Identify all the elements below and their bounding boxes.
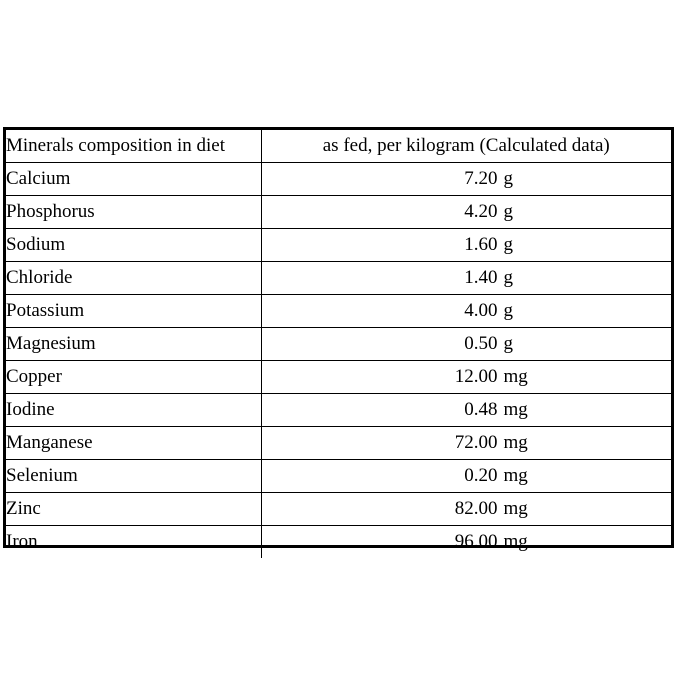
table-row: [6, 229, 671, 262]
mineral-amount-cell: [261, 361, 671, 394]
mineral-amount-cell: [261, 295, 671, 328]
mineral-amount: [437, 169, 532, 189]
mineral-name: Phosphorus: [6, 196, 261, 229]
mineral-amount-cell: [261, 262, 671, 295]
minerals-table-frame: [3, 127, 674, 552]
header-mineral: Minerals composition in diet: [6, 130, 261, 163]
amount-value: 1.40: [464, 267, 498, 288]
mineral-name: Sodium: [6, 229, 261, 262]
amount-value: 82.00: [454, 498, 498, 519]
amount-unit: g: [503, 201, 513, 222]
mineral-amount-cell: [261, 493, 671, 526]
mineral-amount-cell: [261, 163, 671, 196]
amount-value: 0.20: [464, 465, 498, 486]
amount-value: 4.20: [464, 201, 498, 222]
mineral-amount: [437, 202, 532, 222]
mineral-amount-cell: [261, 328, 671, 361]
table-row: [6, 526, 671, 559]
mineral-name: Selenium: [6, 460, 261, 493]
table-row: [6, 427, 671, 460]
amount-unit: mg: [503, 432, 528, 453]
table-row: [6, 196, 671, 229]
amount-unit: g: [503, 333, 513, 354]
amount-value: 4.00: [464, 300, 498, 321]
table-row: [6, 163, 671, 196]
mineral-amount-cell: [261, 229, 671, 262]
mineral-name: Manganese: [6, 427, 261, 460]
amount-value: 72.00: [454, 432, 498, 453]
amount-value: 96.00: [454, 531, 498, 552]
amount-unit: mg: [503, 531, 528, 552]
mineral-name: Chloride: [6, 262, 261, 295]
table-row: [6, 493, 671, 526]
amount-unit: g: [503, 267, 513, 288]
mineral-amount: [437, 235, 532, 255]
mineral-name: Magnesium: [6, 328, 261, 361]
mineral-name: Calcium: [6, 163, 261, 196]
mineral-amount-cell: [261, 460, 671, 493]
amount-value: 0.48: [464, 399, 498, 420]
mineral-name: Iodine: [6, 394, 261, 427]
mineral-amount: [437, 268, 532, 288]
amount-unit: g: [503, 234, 513, 255]
mineral-amount: [437, 334, 532, 354]
mineral-name: Copper: [6, 361, 261, 394]
mineral-amount: [437, 301, 532, 321]
table-body: [6, 163, 671, 559]
amount-value: 7.20: [464, 168, 498, 189]
mineral-amount: [437, 466, 532, 486]
minerals-table: [6, 130, 671, 558]
header-amount: as fed, per kilogram (Calculated data): [261, 130, 671, 163]
mineral-amount: [437, 367, 532, 387]
mineral-name: Potassium: [6, 295, 261, 328]
amount-unit: mg: [503, 498, 528, 519]
table-header-row: [6, 130, 671, 163]
mineral-amount: [437, 532, 532, 552]
table-row: [6, 295, 671, 328]
amount-value: 0.50: [464, 333, 498, 354]
mineral-amount: [437, 400, 532, 420]
mineral-name: Zinc: [6, 493, 261, 526]
table-row: [6, 328, 671, 361]
mineral-amount-cell: [261, 196, 671, 229]
mineral-amount-cell: [261, 427, 671, 460]
amount-unit: mg: [503, 399, 528, 420]
amount-unit: mg: [503, 465, 528, 486]
amount-unit: g: [503, 168, 513, 189]
mineral-amount: [437, 499, 532, 519]
mineral-amount-cell: [261, 526, 671, 559]
mineral-amount-cell: [261, 394, 671, 427]
mineral-name: Iron: [6, 526, 261, 559]
table-row: [6, 361, 671, 394]
mineral-amount: [437, 433, 532, 453]
amount-unit: mg: [503, 366, 528, 387]
table-row: [6, 394, 671, 427]
amount-unit: g: [503, 300, 513, 321]
table-row: [6, 262, 671, 295]
amount-value: 12.00: [454, 366, 498, 387]
table-row: [6, 460, 671, 493]
amount-value: 1.60: [464, 234, 498, 255]
